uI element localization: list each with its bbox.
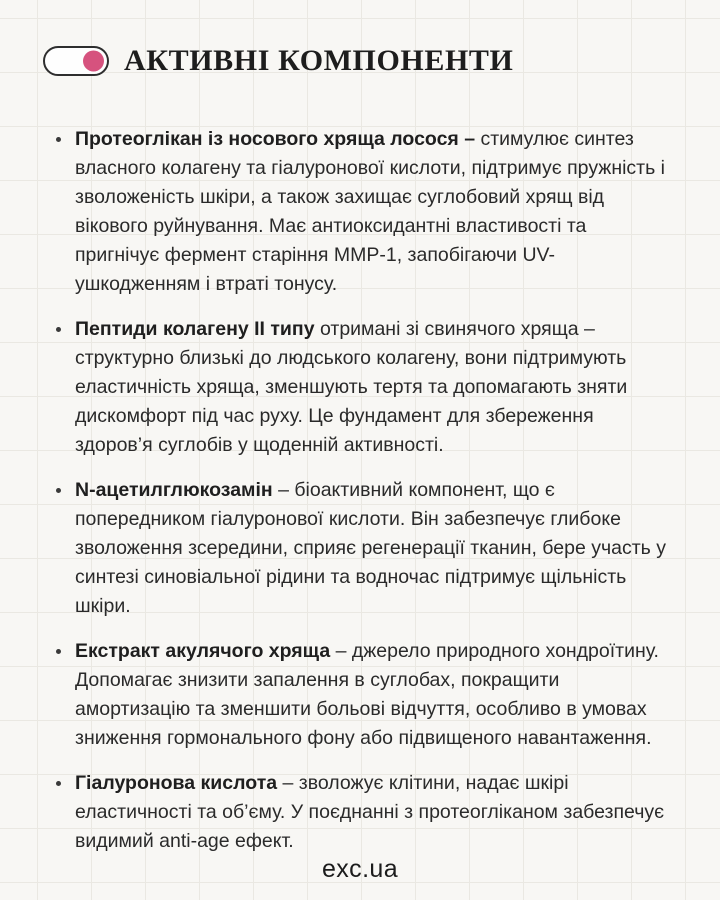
component-name: Гіалуронова кислота [75,772,278,794]
component-description: – зволожує клітини, надає шкірі еластичності та об’єму. У поєднанні з протеогліканом забезпечує видимий anti-age ефект. [75,772,665,852]
component-description: – джерело природного хондроїтину. Допомагає знизити запалення в суглобах, покращити амортизацію та зменшити больові відчуття, особливо в умовах зниження гормонального фону або підвищеного навантаження. [75,640,659,749]
component-name: Екстракт акулячого хряща [75,640,331,662]
components-section [43,125,670,856]
list-item [75,315,670,460]
list-item [75,769,670,856]
component-description: – біоактивний компонент, що є попередником гіалуронової кислоти. Він забезпечує глибоке зволоження зсередини, сприяє регенерації тканин, бере участь у синтезі синовіальної рідини та водночас підтримує щільність шкіри. [75,479,666,617]
list-item [75,637,670,753]
components-list [43,125,670,856]
page-header [0,0,720,78]
page-title: АКТИВНІ КОМПОНЕНТИ [124,44,514,77]
toggle-knob-icon [83,51,104,72]
toggle-icon [43,46,109,76]
footer-brand: exc.ua [321,855,399,883]
component-description: стимулює синтез власного колагену та гіалуронової кислоти, підтримує пружність і зволоженість шкіри, а також захищає суглобовий хрящ від вікового руйнування. Має антиоксидантні властивості та пригнічує фермент старіння ММР-1, запобігаючи UV-ушкодженням і втраті тонусу. [75,128,666,295]
list-item [75,125,670,299]
list-item [75,476,670,621]
component-name: N-ацетилглюкозамін [75,479,273,501]
component-name: Пептиди колагену II типу [75,318,315,340]
component-description: отримані зі свинячого хряща – структурно близькі до людського колагену, вони підтримують еластичність хряща, зменшують тертя та допомагають зняти дискомфорт під час руху. Це фундамент для збереження здоров’я суглобів у щоденній активності. [75,318,628,456]
component-name: Протеоглікан із носового хряща лосося – [75,128,476,150]
